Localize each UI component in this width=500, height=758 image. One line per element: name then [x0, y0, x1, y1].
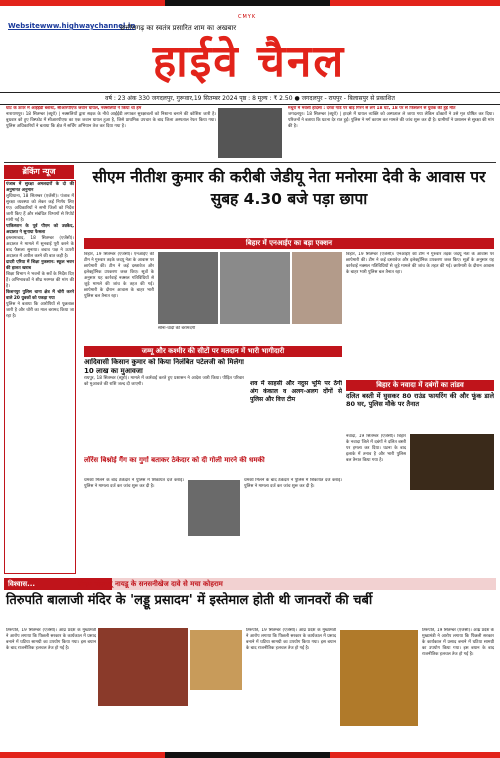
- footer-body-2: तिरुपति, 19 सितम्बर (एजेंसी)। आंध्र प्रदेश के मुख्यमंत्री ने आरोप लगाया कि पिछली सरकार के कार्यकाल में प्रसाद बनाने में घटिया सामग्री का उपयोग किया गया। इस बयान के बाद राजनीतिक हलचल तेज हो गई है।: [246, 628, 336, 651]
- top-right-body: जगदलपुर। 18 सितम्बर (ब्यूरो) | हादसे में घायल व्यक्ति को अस्पताल ले जाया गया लेकिन डॉक्टरों ने उसे मृत घोषित कर दिया। परिजनों ने बताया कि घटना देर रात हुई। पुलिस ने मर्ग कायम कर मामले की जांच शुरू कर दी है। ग्रामीणों ने प्रशासन से सुरक्षा की मांग की है।: [288, 112, 494, 129]
- top-color-bar: [0, 0, 500, 6]
- bottom-color-bar: [0, 752, 500, 758]
- footer-band-label: विश्वास...: [8, 580, 36, 588]
- masked-person-photo: [218, 108, 282, 158]
- lead-body-continued: बिहार, 19 सितम्बर (एजेंसी)। एनआईए की टीम ने गुरुवार तड़के जदयू नेता के आवास पर छापेमारी की। टीम ने कई दस्तावेज और इलेक्ट्रॉनिक उपकरण जब्त किए। सूत्रों के अनुसार यह कार्रवाई नक्सल गतिविधियों से जुड़े मामले की जांच के तहत की गई। छापेमारी के दौरान आवास के बाहर भारी पुलिस बल तैनात रहा।: [346, 252, 494, 275]
- top-left-headline: घाट के ऊपर में आईईडी ब्लास्ट, सीआरपीएफ जवान घायल, नक्सलियों ने किया था हम: [6, 106, 142, 111]
- lower-headline: लॉरेंस बिश्नोई गैंग का गुर्गा बताकर ठेकेदार को दी गोली मारने की धमकी: [84, 456, 265, 464]
- laddu-photo: [190, 630, 242, 690]
- top-right-headline: मथुरा में मवेशी हादसा : दरवा गार्ड पर बाड़ गिरने से लगे 18 घंटे, 18 पर से फिसलने से युवक की हुई मौत: [288, 106, 456, 111]
- lead-photo-2: [220, 252, 290, 324]
- lower-photo: [188, 480, 240, 536]
- breaking-item-text: शिक्षा विभाग ने भवनों के सर्वे के निर्देश दिए हैं। अभिभावकों ने शीघ्र मरम्मत की मांग की है।: [6, 272, 74, 289]
- mid-right-strip: बिहार के नवादा में दबंगों का तांडव: [346, 380, 494, 391]
- mid-left-strip: जम्मू और कश्मीर की सीटों पर मतदान में भारी भागीदारी: [84, 346, 342, 357]
- mid-left-story: [84, 358, 244, 452]
- top-left-story: [6, 106, 216, 162]
- top-left-body: नारायणपुर। 18 सितम्बर (ब्यूरो) | नक्सलियों द्वारा सड़क के नीचे आईईडी लगाकर सुरक्षाबलों को निशाना बनाने की कोशिश जारी है। बुधवार को हुए विस्फोट में सीआरपीएफ का एक जवान घायल हुआ है, जिसे प्राथमिक उपचार के बाद जिला अस्पताल रेफर किया गया। पुलिस अधिकारियों ने बताया कि क्षेत्र में सर्चिंग अभियान तेज कर दिया गया है।: [6, 112, 216, 129]
- deity-photo: [340, 630, 418, 726]
- breaking-item-title: पंजाब में सुरक्षा अमलदारों के दो की अनुमानत अनुमान: [6, 182, 74, 193]
- mid-left-body: रायपुर, 18 सितम्बर (ब्यूरो)। मामले में कार्रवाई करते हुए प्रशासन ने आदेश जारी किया। पीड़ित परिवार को मुआवजे की राशि जल्द दी जाएगी।: [84, 376, 244, 387]
- temple-photo: [98, 628, 188, 706]
- mid-right-story: [346, 392, 494, 432]
- lead-body: बिहार, 19 सितम्बर (एजेंसी)। एनआईए की टीम ने गुरुवार तड़के जदयू नेता के आवास पर छापेमारी की। टीम ने कई दस्तावेज और इलेक्ट्रॉनिक उपकरण जब्त किए। सूत्रों के अनुसार यह कार्रवाई नक्सल गतिविधियों से जुड़े मामले की जांच के तहत की गई। छापेमारी के दौरान आवास के बाहर भारी पुलिस बल तैनात रहा।: [84, 252, 154, 299]
- mid-right-body: नवादा, 19 सितम्बर (एजेंसी)। बिहार के नवादा जिले में दबंगों ने दलित बस्ती पर हमला कर दिया। घटना के बाद इलाके में तनाव है और भारी पुलिस बल तैनात किया गया है।: [346, 434, 406, 463]
- website-link[interactable]: Websitewww.highwaychannel.in: [8, 22, 136, 30]
- divider: [4, 162, 496, 163]
- dateline: वर्ष : 23 अंक 330 जगदलपुर, गुरूवार,19 सितम्बर 2024 पृष्ठ : 8 मूल्य : ₹ 2.50 ● जगदलपुर - रायपुर - बिलासपुर से प्रकाशित: [0, 92, 500, 105]
- breaking-item-title: दादरी एरिया में शिक्षा नुकसान: स्कूल भवन की हालत खराब: [6, 260, 74, 271]
- mid-right-headline: दलित बस्ती में घुसकर 80 राउंड फायरिंग की और फूंक डाले 80 घर, पुलिस मौके पर तैनात: [346, 392, 494, 408]
- breaking-item-title: किशनपुर पुलिस थाना क्षेत्र में चोरी करने वाले 20 युवकों को पकड़ा गया: [6, 290, 74, 301]
- breaking-item-text: पुलिस ने बताया कि आरोपियों से पूछताछ जारी है और चोरी का माल बरामद किया जा रहा है।: [6, 302, 74, 319]
- breaking-item-text: लुधियाना, 18 सितम्बर (एजेंसी)। पंजाब में सुरक्षा व्यवस्था को लेकर कई निर्णय लिए गए। अधिकारियों ने सभी जिलों को निर्देश जारी किए हैं और संबंधित विभागों से रिपोर्ट मांगी गई है।: [6, 194, 74, 223]
- footer-body: तिरुपति, 19 सितम्बर (एजेंसी)। आंध्र प्रदेश के मुख्यमंत्री ने आरोप लगाया कि पिछली सरकार के कार्यकाल में प्रसाद बनाने में घटिया सामग्री का उपयोग किया गया। इस बयान के बाद राजनीतिक हलचल तेज हो गई है।: [6, 628, 96, 651]
- breaking-news-label: ब्रेकिंग न्यूज: [4, 165, 74, 179]
- tagline: छत्तीसगढ़ का स्वतंत्र प्रसारित शाम का अखबार: [120, 24, 237, 32]
- footer-band-text: सीएम चंद्रबाबू नायडू के सनसनीखेज दावे से मचा कोहराम: [77, 580, 223, 588]
- lead-headline: सीएम नीतीश कुमार की करीबी जेडीयू नेता मनोरमा देवी के आवास पर सुबह 4.30 बजे पड़ा छापा: [92, 168, 486, 208]
- breaking-news-column: [4, 180, 76, 574]
- cmyk-mark: CMYK: [238, 14, 257, 20]
- mid-left-headline: आदिवासी किसान कुमार को किया निलंबित पटेलजी को मिलेगा 10 लाख का मुआवजा: [84, 358, 244, 375]
- masthead-title: हाईवे चैनल: [152, 36, 346, 87]
- lower-body-continued: धमकी मिलने के बाद ठेकेदार ने पुलिस में शिकायत दर्ज कराई। पुलिस ने मामला दर्ज कर जांच शुरू कर दी है।: [244, 478, 342, 489]
- lower-story: [84, 456, 342, 474]
- footer-body-3: तिरुपति, 19 सितम्बर (एजेंसी)। आंध्र प्रदेश के मुख्यमंत्री ने आरोप लगाया कि पिछली सरकार के कार्यकाल में प्रसाद बनाने में घटिया सामग्री का उपयोग किया गया। इस बयान के बाद राजनीतिक हलचल तेज हो गई है।: [422, 628, 494, 657]
- lead-strip: बिहार में एनआईए का बड़ा एक्शन: [84, 238, 494, 249]
- top-right-story: [288, 106, 494, 162]
- lead-photo-1: [158, 252, 218, 324]
- mid-center-story: [250, 380, 342, 452]
- lead-caption: सोना-चांदी की बरामदगी: [158, 326, 196, 331]
- breaking-item-title: पाकिस्तान के पूर्व पीएम को उम्रकैद, अदालत ने सुनाया फैसला: [6, 224, 74, 235]
- footer-headline: तिरुपति बालाजी मंदिर के 'लड्डू प्रसादम' में इस्तेमाल होती थी जानवरों की चर्बी: [6, 593, 373, 608]
- breaking-item-text: इस्लामाबाद, 18 सितम्बर (एजेंसी)। अदालत ने मामले में सुनवाई पूरी करने के बाद फैसला सुनाया। बचाव पक्ष ने ऊपरी अदालत में अपील करने की बात कही है।: [6, 236, 74, 259]
- mid-center-headline: शव में साहसी और नदुस भूमि पर ठेंगी अंग कंकाल व अलग-अलग दोंगों से पुलिस और वित्त टीम: [250, 380, 342, 403]
- lower-body: धमकी मिलने के बाद ठेकेदार ने पुलिस में शिकायत दर्ज कराई। पुलिस ने मामला दर्ज कर जांच शुरू कर दी है।: [84, 478, 184, 489]
- fire-photo: [410, 434, 494, 490]
- lead-photo-3: [292, 252, 342, 324]
- footer-band: [4, 578, 496, 590]
